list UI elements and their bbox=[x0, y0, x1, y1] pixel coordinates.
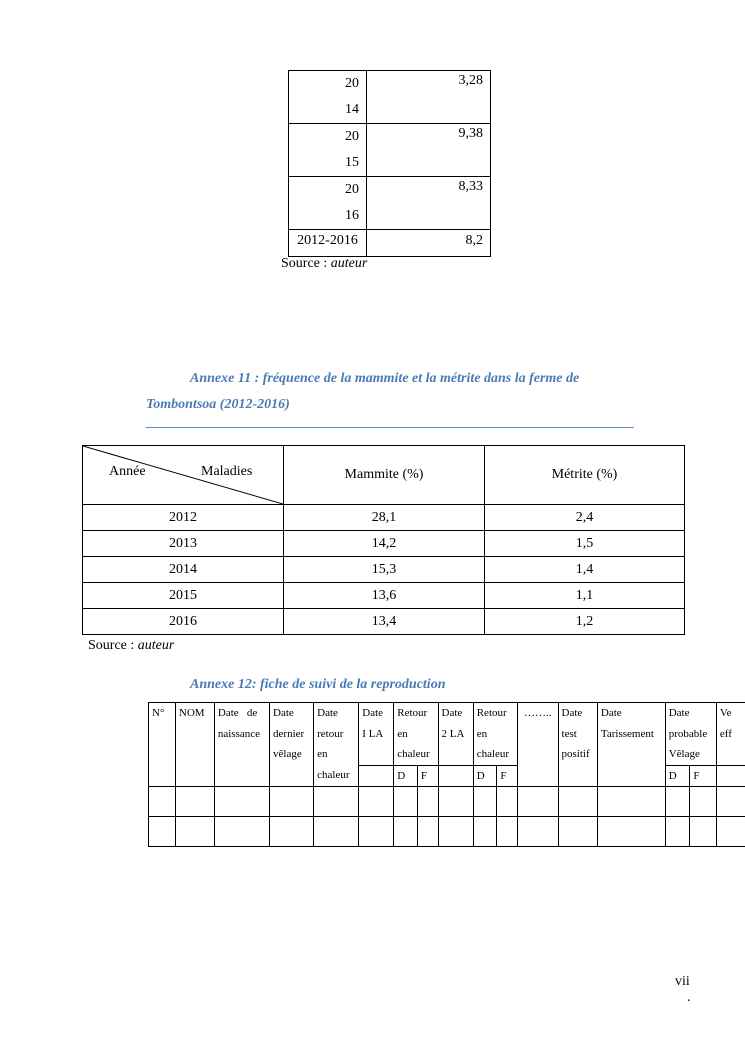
annex12-title: Annexe 12: fiche de suivi de la reproduction bbox=[190, 677, 446, 692]
year-cell: 2016 bbox=[83, 609, 284, 635]
col-ia2-sub bbox=[438, 765, 473, 787]
metrite-cell: 1,4 bbox=[485, 557, 685, 583]
table1-source: Source : auteur bbox=[281, 256, 368, 271]
blank-row bbox=[149, 787, 745, 817]
mammite-cell: 13,4 bbox=[284, 609, 485, 635]
year-cell: 2012 bbox=[83, 505, 284, 531]
header-line: chaleur bbox=[476, 748, 510, 760]
col-retour-chaleur bbox=[314, 703, 359, 787]
year-line2: 14 bbox=[345, 102, 359, 117]
header-line: chaleur bbox=[317, 768, 350, 781]
header-line: naissance bbox=[217, 727, 261, 740]
reproduction-tracking-sheet bbox=[148, 702, 745, 847]
table1-row bbox=[289, 71, 491, 124]
col-dots: …….. bbox=[517, 703, 558, 787]
header-line: Date bbox=[362, 707, 384, 719]
metrite-cell: 1,5 bbox=[485, 531, 685, 557]
mammite-cell: 15,3 bbox=[284, 557, 485, 583]
header-metrite: Métrite (%) bbox=[485, 446, 685, 505]
sub-f-1: F bbox=[417, 765, 438, 787]
header-line: Tarissement bbox=[600, 727, 654, 740]
year-cell bbox=[289, 124, 367, 177]
col-retour-2 bbox=[473, 703, 517, 766]
header-line: dernier bbox=[273, 727, 305, 740]
header-line: retour bbox=[317, 727, 344, 740]
header-line: en bbox=[476, 727, 488, 740]
value-cell: 3,28 bbox=[367, 71, 491, 124]
header-line: I LA bbox=[362, 727, 384, 740]
total-year: 2012-2016 bbox=[289, 230, 367, 257]
mammite-cell: 14,2 bbox=[284, 531, 485, 557]
header-line: eff bbox=[719, 727, 732, 740]
header-line: test bbox=[561, 727, 577, 740]
table1-row bbox=[289, 124, 491, 177]
sub-d-2: D bbox=[473, 765, 497, 787]
sub-f-3: F bbox=[690, 765, 717, 787]
page-number: vii bbox=[675, 974, 690, 989]
col-cut-sub bbox=[716, 765, 745, 787]
header-line: Date bbox=[668, 707, 690, 719]
col-naissance bbox=[214, 703, 269, 787]
col-no: N° bbox=[149, 703, 176, 787]
annex11-title-line1: Annexe 11 : fréquence de la mammite et la métrite dans la ferme de bbox=[190, 371, 580, 386]
value-cell: 8,33 bbox=[367, 177, 491, 230]
year-line1: 20 bbox=[345, 76, 359, 91]
table1-total-row bbox=[289, 230, 491, 257]
year-cell: 2015 bbox=[83, 583, 284, 609]
col-retour-1 bbox=[394, 703, 438, 766]
year-cell: 2013 bbox=[83, 531, 284, 557]
header-line: chaleur bbox=[397, 748, 430, 760]
mammite-metrite-table bbox=[82, 445, 685, 635]
header-line: positif bbox=[561, 748, 590, 760]
header-line: Date bbox=[273, 707, 294, 719]
sub-d-3: D bbox=[665, 765, 690, 787]
metrite-cell: 1,1 bbox=[485, 583, 685, 609]
sub-f-2: F bbox=[497, 765, 518, 787]
col-test-positif bbox=[558, 703, 597, 787]
col-nom: NOM bbox=[175, 703, 214, 787]
header-line: Date bbox=[600, 707, 622, 719]
header-line: Retour bbox=[476, 707, 507, 719]
year-cell: 2014 bbox=[83, 557, 284, 583]
mammite-cell: 13,6 bbox=[284, 583, 485, 609]
header-line: Date bbox=[441, 707, 463, 719]
mammite-cell: 28,1 bbox=[284, 505, 485, 531]
yearly-rate-table bbox=[288, 70, 491, 257]
col-dernier-velage bbox=[270, 703, 314, 787]
header-line: probable bbox=[668, 727, 708, 740]
header-line: Date bbox=[561, 707, 583, 719]
header-line: 2 LA bbox=[441, 727, 465, 740]
col-velage-probable bbox=[665, 703, 716, 766]
header-line: en bbox=[397, 727, 408, 740]
table-row bbox=[83, 609, 685, 635]
col-tarissement bbox=[597, 703, 665, 787]
page-dot: . bbox=[687, 990, 691, 1005]
table-row bbox=[83, 583, 685, 609]
sub-d-1: D bbox=[394, 765, 418, 787]
total-value: 8,2 bbox=[367, 230, 491, 257]
diagonal-header-cell bbox=[83, 446, 284, 505]
metrite-cell: 2,4 bbox=[485, 505, 685, 531]
header-line: Date de bbox=[217, 707, 258, 719]
header-line: Date bbox=[317, 707, 338, 719]
header-maladies: Maladies bbox=[201, 464, 253, 479]
year-line1: 20 bbox=[345, 129, 359, 144]
blank-row bbox=[149, 817, 745, 847]
col-date-ia2 bbox=[438, 703, 473, 766]
col-ia1-sub bbox=[359, 765, 394, 787]
year-line2: 16 bbox=[345, 208, 359, 223]
year-line1: 20 bbox=[345, 182, 359, 197]
col-date-ia1 bbox=[359, 703, 394, 766]
annex11-underline bbox=[146, 427, 634, 428]
metrite-cell: 1,2 bbox=[485, 609, 685, 635]
year-line2: 15 bbox=[345, 155, 359, 170]
year-cell bbox=[289, 71, 367, 124]
header-line: Retour bbox=[397, 707, 428, 719]
value-cell: 9,38 bbox=[367, 124, 491, 177]
header-line: Vêlage bbox=[668, 748, 700, 760]
header-line: vêlage bbox=[273, 748, 302, 760]
header-line: Ve bbox=[719, 707, 732, 719]
header-line: en bbox=[317, 748, 328, 760]
year-cell bbox=[289, 177, 367, 230]
table-row bbox=[83, 557, 685, 583]
table1-row bbox=[289, 177, 491, 230]
annex11-title-line2: Tombontsoa (2012-2016) bbox=[146, 397, 290, 412]
header-annee: Année bbox=[109, 464, 146, 479]
table2-source: Source : auteur bbox=[88, 638, 175, 653]
table-row bbox=[83, 505, 685, 531]
header-mammite: Mammite (%) bbox=[284, 446, 485, 505]
table-row bbox=[83, 531, 685, 557]
col-cut-off bbox=[716, 703, 745, 766]
